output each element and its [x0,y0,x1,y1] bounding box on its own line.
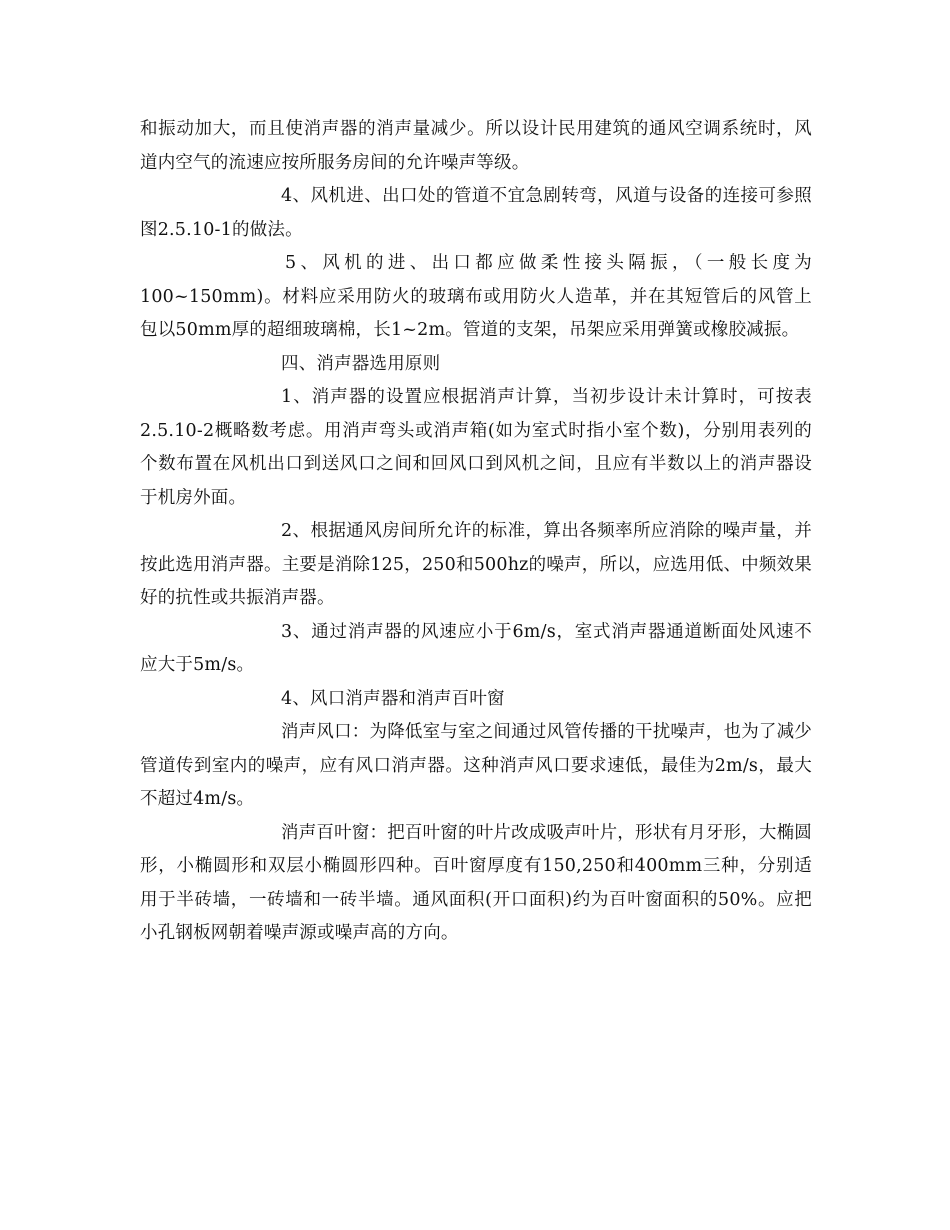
paragraph-silencing-louver: 消声百叶窗：把百叶窗的叶片改成吸声叶片，形状有月牙形，大椭圆形，小椭圆形和双层小椭圆形四种。百叶窗厚度有150,250和400mm三种，分别适用于半砖墙，一砖墙和一砖半墙。通风面积(开口面积)约为百叶窗面积的50%。应把小孔钢板网朝着噪声源或噪声高的方向。 [140,822,812,943]
section-heading-silencer-principles: 四、消声器选用原则 [281,353,441,374]
paragraph-item-1-silencer-setup: 1、消声器的设置应根据消声计算，当初步设计未计算时，可按表2.5.10-2概略数考虑。用消声弯头或消声箱(如为室式时指小室个数)，分别用表列的个数布置在风机出口到送风口之间和回风口到风机之间，且应有半数以上的消声器设于机房外面。 [140,387,812,508]
document-body [140,113,812,951]
subheading-outlet-silencer-louver: 4、风口消声器和消声百叶窗 [281,688,505,709]
paragraph-item-2-noise-frequency: 2、根据通风房间所允许的标准，算出各频率所应消除的噪声量，并按此选用消声器。主要是消除125，250和500hz的噪声，所以，应选用低、中频效果好的抗性或共振消声器。 [140,521,812,608]
paragraph-item-3-air-speed: 3、通过消声器的风速应小于6m/s，室式消声器通道断面处风速不应大于5m/s。 [140,621,812,675]
paragraph-item-4-fan-ducts: 4、风机进、出口处的管道不宜急剧转弯，风道与设备的连接可参照图2.5.10-1的做法。 [140,186,812,240]
paragraph-item-5-flexible-joint: 5、风机的进、出口都应做柔性接头隔振，（一般长度为100~150mm)。材料应采用防火的玻璃布或用防火人造革，并在其短管后的风管上包以50mm厚的超细玻璃棉，长1~2m。管道的支架，吊架应采用弹簧或橡胶减振。 [140,253,812,340]
paragraph-silencing-outlet: 消声风口：为降低室与室之间通过风管传播的干扰噪声，也为了减少管道传到室内的噪声，应有风口消声器。这种消声风口要求速低，最佳为2m/s，最大不超过4m/s。 [140,722,812,809]
paragraph-continuation: 和振动加大，而且使消声器的消声量减少。所以设计民用建筑的通风空调系统时，风道内空气的流速应按所服务房间的允许噪声等级。 [140,119,812,173]
